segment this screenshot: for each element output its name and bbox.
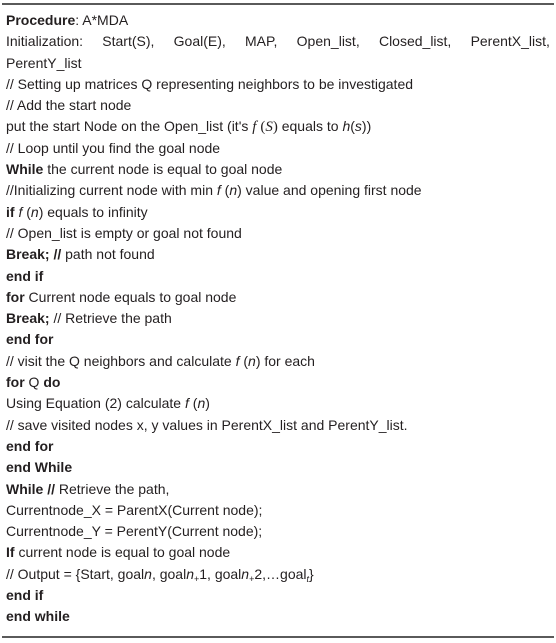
init-item: MAP, (245, 33, 278, 50)
end-if-line: end if (6, 267, 44, 284)
procedure-line (6, 10, 550, 31)
init-item: PerentX_list, (470, 33, 550, 50)
text: Using Equation (2) calculate (6, 395, 185, 412)
keyword: If (6, 544, 15, 561)
n-symbol: n (241, 565, 250, 582)
text: 1, goal (199, 565, 242, 582)
h-symbol: h (342, 118, 351, 135)
keyword: if (6, 203, 15, 220)
keyword: While (6, 161, 44, 178)
keyword: Break; (6, 310, 50, 327)
text: Retrieve the path, (55, 480, 170, 497)
assignment-line: Currentnode_X = ParentX(Current node); (6, 501, 263, 518)
text: // visit the Q neighbors and calculate (6, 352, 236, 369)
text: ( (350, 118, 355, 135)
subscript: t (306, 573, 310, 584)
comment-line: // Setting up matrices Q representing neighbors to be investigated (6, 75, 414, 92)
text: , goal (151, 565, 187, 582)
keyword: Break; // (6, 246, 62, 263)
f-symbol: f (185, 395, 189, 412)
init-item: Closed_list, (378, 33, 452, 50)
initialization-line (6, 31, 550, 52)
end-while-line: end While (6, 459, 73, 476)
comment-line (6, 180, 550, 201)
for-line (6, 287, 550, 308)
subscript: + (249, 573, 255, 584)
top-rule (2, 3, 554, 5)
text: put the start Node on the Open_list (it's (6, 118, 253, 135)
text: // Output = {Start, goal (6, 565, 145, 582)
keyword: do (43, 374, 61, 391)
init-label: Initialization: (6, 33, 84, 50)
text: ) (205, 395, 210, 412)
n-symbol: n (248, 352, 256, 369)
n-symbol: n (30, 203, 39, 220)
n-symbol: n (186, 565, 194, 582)
if-line (6, 202, 550, 223)
n-symbol: n (144, 565, 152, 582)
comment-line (6, 351, 550, 372)
text: the current node is equal to goal node (43, 161, 283, 178)
text: ) equals to infinity (38, 203, 148, 220)
comment-line: // save visited nodes x, y values in PerentX_list and PerentY_list. (6, 416, 408, 433)
end-if-line: end if (6, 587, 44, 604)
text: } (309, 565, 314, 582)
text: ( (22, 203, 31, 220)
text: Q (24, 374, 44, 391)
paren: ) (272, 119, 278, 136)
text: Current node equals to goal node (24, 288, 237, 305)
comment-line: // Open_list is empty or goal not found (6, 224, 242, 241)
keyword: for (6, 288, 25, 305)
f-symbol: f (252, 119, 257, 136)
text: current node is equal to goal node (14, 544, 231, 561)
text: equals to (277, 118, 343, 135)
for-q-do-line (6, 372, 550, 393)
keyword: While // (6, 480, 55, 497)
paren: ( (260, 119, 266, 136)
s-symbol: S (265, 119, 273, 136)
f-symbol: f (235, 352, 240, 369)
equation-line (6, 393, 550, 414)
initialization-cont-line: PerentY_list (6, 54, 82, 71)
subscript: + (193, 573, 200, 584)
output-line (6, 564, 550, 585)
text: // Retrieve the path (49, 310, 172, 327)
text: //Initializing current node with min (6, 182, 217, 199)
while-line (6, 479, 550, 500)
n-symbol: n (229, 182, 238, 199)
algorithm-listing (6, 10, 550, 628)
procedure-name: A*MDA (82, 12, 129, 28)
comment-line: // Loop until you find the goal node (6, 139, 221, 156)
text: ) for each (255, 352, 315, 369)
init-item: Start(S), (102, 33, 155, 50)
init-item: Open_list, (296, 33, 360, 50)
f-symbol: f (216, 182, 221, 199)
while-line (6, 159, 550, 180)
procedure-sep: : (75, 12, 83, 28)
break-line (6, 308, 550, 329)
comment-line: // Add the start node (6, 97, 132, 114)
bottom-rule (2, 636, 554, 638)
text: 2,…goal (254, 565, 307, 582)
n-symbol: n (197, 395, 206, 412)
keyword: for (6, 374, 25, 391)
text: )) (361, 118, 372, 135)
break-line (6, 244, 550, 265)
if-line (6, 542, 550, 563)
text: ( (239, 352, 249, 369)
put-start-line (6, 116, 550, 137)
procedure-label: Procedure (6, 12, 76, 28)
end-for-line: end for (6, 331, 54, 348)
end-while-line: end while (6, 608, 70, 625)
text: ( (188, 395, 198, 412)
text: ( (220, 182, 230, 199)
init-item: Goal(E), (173, 33, 226, 50)
text: path not found (61, 246, 155, 263)
assignment-line: Currentnode_Y = PerentY(Current node); (6, 523, 263, 540)
f-symbol: f (18, 203, 23, 220)
end-for-line: end for (6, 437, 54, 454)
s-symbol: s (354, 118, 362, 135)
text: ) value and opening first node (237, 182, 422, 199)
